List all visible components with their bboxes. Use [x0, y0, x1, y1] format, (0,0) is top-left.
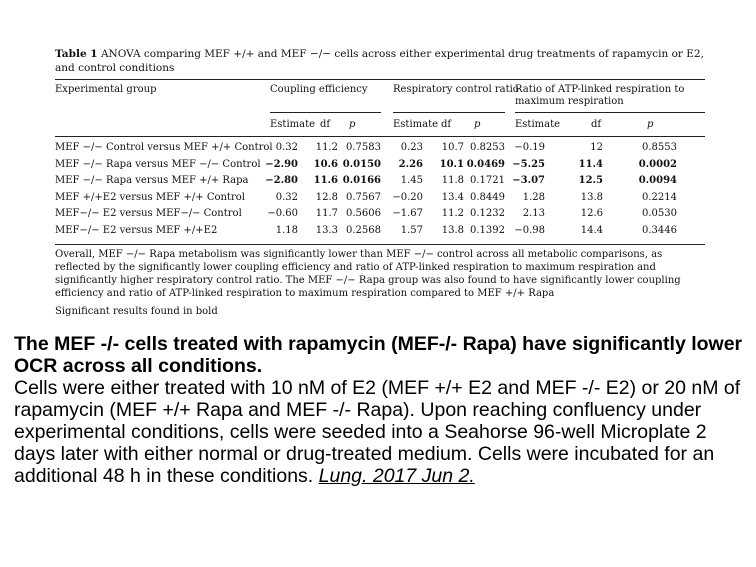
- table-cell-a-p: 0.8553: [642, 142, 677, 153]
- coupling-subrule: [270, 112, 381, 113]
- table-cell-a-est: −3.07: [512, 175, 545, 187]
- table-cell-a-p: 0.0530: [642, 208, 677, 220]
- header-experimental-group: Experimental group: [55, 84, 157, 95]
- header-coupling-p: p: [349, 119, 356, 130]
- table-caption: [55, 47, 705, 75]
- table-cell-c-est: −2.80: [265, 175, 298, 187]
- table-cell-a-p: 0.2214: [642, 191, 677, 203]
- table-cell-r-df: 13.8: [441, 225, 464, 236]
- table-cell-r-df: 13.4: [441, 191, 464, 203]
- table-cell-r-df: 10.1: [439, 158, 464, 170]
- table-cell-r-df: 11.8: [441, 175, 464, 187]
- table-cell-r-p: 0.8253: [470, 142, 505, 153]
- table-cell-c-est: 0.32: [275, 191, 298, 203]
- row-group-label: MEF −/− Rapa versus MEF −/− Control: [55, 158, 261, 170]
- table-cell-c-df: 11.2: [315, 142, 338, 153]
- header-atp-estimate: Estimate: [515, 119, 561, 130]
- table-cell-c-p: 0.7567: [346, 191, 381, 203]
- table-cell-c-est: −2.90: [265, 158, 298, 170]
- table-label: Table 1: [55, 48, 98, 60]
- table-cell-r-df: 10.7: [441, 142, 464, 153]
- table-cell-a-df: 12.5: [578, 175, 603, 187]
- table-cell-c-p: 0.7583: [346, 142, 381, 153]
- table-cell-r-p: 0.1232: [470, 208, 505, 220]
- table-cell-c-df: 10.6: [313, 158, 338, 170]
- table-cell-c-p: 0.0150: [342, 158, 381, 170]
- row-group-label: MEF −/− Control versus MEF +/+ Control: [55, 142, 273, 153]
- table-cell-c-p: 0.5606: [346, 208, 381, 220]
- header-atp-p: p: [647, 119, 654, 130]
- header-coupling-df: df: [320, 119, 331, 130]
- table-cell-r-p: 0.1721: [470, 175, 505, 187]
- header-atp-df: df: [591, 119, 602, 130]
- table-cell-c-est: −0.60: [267, 208, 298, 220]
- row-group-label: MEF−/− E2 versus MEF−/− Control: [55, 208, 242, 220]
- table-cell-c-p: 0.0166: [342, 175, 381, 187]
- table-cell-a-df: 13.8: [580, 191, 603, 203]
- header-rcr-estimate: Estimate: [393, 119, 439, 130]
- table-cell-r-est: −0.20: [392, 191, 423, 203]
- table-cell-r-p: 0.1392: [470, 225, 505, 236]
- header-coupling-estimate: Estimate: [270, 119, 316, 130]
- row-group-label: MEF−/− E2 versus MEF +/+E2: [55, 225, 218, 236]
- table-cell-c-df: 11.6: [313, 175, 338, 187]
- table-cell-a-df: 11.4: [578, 158, 603, 170]
- table-cell-a-df: 12.6: [580, 208, 603, 220]
- table-cell-c-est: 1.18: [275, 225, 298, 236]
- table-cell-a-df: 14.4: [580, 225, 603, 236]
- table-cell-a-est: 2.13: [522, 208, 545, 220]
- table-cell-a-df: 12: [590, 142, 603, 153]
- table-cell-c-df: 13.3: [315, 225, 338, 236]
- header-respiratory-control-ratio: Respiratory control ratio: [393, 84, 519, 95]
- header-rcr-df: df: [441, 119, 452, 130]
- table-cell-c-df: 12.8: [315, 191, 338, 203]
- header-rcr-p: p: [474, 119, 481, 130]
- table-cell-r-est: 1.57: [400, 225, 423, 236]
- table-cell-c-p: 0.2568: [346, 225, 381, 236]
- table-cell-a-est: −5.25: [512, 158, 545, 170]
- atp-subrule: [515, 112, 705, 113]
- rcr-subrule: [393, 112, 505, 113]
- table-top-rule: [55, 79, 705, 80]
- table-cell-r-est: 2.26: [398, 158, 423, 170]
- table-cell-a-est: −0.19: [514, 142, 545, 153]
- table-cell-c-est: 0.32: [275, 142, 298, 153]
- table-cell-r-p: 0.0469: [466, 158, 505, 170]
- table-cell-a-p: 0.0002: [638, 158, 677, 170]
- table-cell-a-est: −0.98: [514, 225, 545, 236]
- table-cell-a-p: 0.3446: [642, 225, 677, 236]
- table-footnote: Overall, MEF −/− Rapa metabolism was significantly lower than MEF −/− control across all metabolic comparisons, as reflected by the significantly lower coupling efficiency and ratio of ATP-linked respiration to maximum respiration and significantly higher respiratory control ratio. The MEF −/− Rapa group was also found to have significantly lower coupling efficiency and ratio of ATP-linked respiration to maximum respiration compared to MEF +/+ Rapa: [55, 249, 681, 299]
- description-body: Cells were either treated with 10 nM of E2 (MEF +/+ E2 and MEF -/- E2) or 20 nM of rapamycin (MEF +/+ Rapa and MEF -/- Rapa). Upon reaching confluency under experimental conditions, cells were seeded into a Seahorse 96-well Microplate 2 days later with either normal or drug-treated medium. Cells were incubated for an additional 48 h in these conditions.: [14, 377, 741, 487]
- row-group-label: MEF +/+E2 versus MEF +/+ Control: [55, 191, 245, 203]
- figure-description: [14, 333, 749, 487]
- row-group-label: MEF −/− Rapa versus MEF +/+ Rapa: [55, 175, 249, 187]
- table-cell-r-df: 11.2: [441, 208, 464, 220]
- table-cell-r-est: 1.45: [400, 175, 423, 187]
- table-cell-c-df: 11.7: [315, 208, 338, 220]
- table-footnote-significance: Significant results found in bold: [55, 306, 218, 317]
- table-cell-r-p: 0.8449: [470, 191, 505, 203]
- table-cell-a-p: 0.0094: [638, 175, 677, 187]
- table-caption-text: ANOVA comparing MEF +/+ and MEF −/− cells across either experimental drug treatments of rapamycin or E2, and control conditions: [55, 48, 704, 74]
- description-title: The MEF -/- cells treated with rapamycin (MEF-/- Rapa) have significantly lower OCR across all conditions.: [14, 333, 743, 377]
- table-cell-r-est: 0.23: [400, 142, 423, 153]
- table-header-rule: [55, 136, 705, 137]
- header-coupling-efficiency: Coupling efficiency: [270, 84, 368, 95]
- header-atp-ratio: Ratio of ATP-linked respiration to maximum respiration: [515, 84, 685, 107]
- table-bottom-rule: [55, 244, 705, 245]
- table-cell-r-est: −1.67: [392, 208, 423, 220]
- table-cell-a-est: 1.28: [522, 191, 545, 203]
- citation-link[interactable]: Lung. 2017 Jun 2.: [318, 465, 475, 487]
